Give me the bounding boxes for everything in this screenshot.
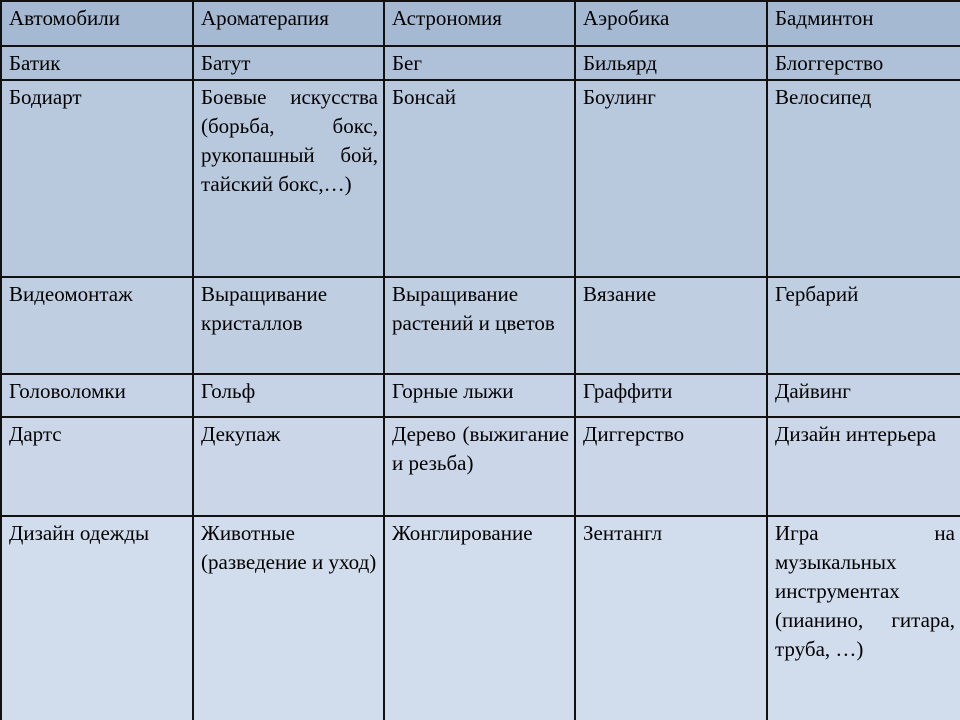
table-row (1, 46, 960, 80)
table-cell: Бонсай (384, 80, 575, 277)
table-cell: Гербарий (767, 277, 960, 374)
table-row (1, 1, 960, 46)
table-cell: Бадминтон (767, 1, 960, 46)
table-cell: Батик (1, 46, 193, 80)
table-cell: Велосипед (767, 80, 960, 277)
table-cell: Дартс (1, 417, 193, 516)
table-cell: Боевые искусства (борьба, бокс, рукопашный бой, тайский бокс,…) (193, 80, 384, 277)
table-cell: Аэробика (575, 1, 767, 46)
table-cell: Бодиарт (1, 80, 193, 277)
table-cell: Зентангл (575, 516, 767, 720)
table-cell: Вязание (575, 277, 767, 374)
table-cell: Астрономия (384, 1, 575, 46)
table-row (1, 374, 960, 417)
table-row (1, 516, 960, 720)
table-row (1, 80, 960, 277)
table-cell: Гольф (193, 374, 384, 417)
table-cell: Горные лыжи (384, 374, 575, 417)
table-cell: Бег (384, 46, 575, 80)
table-cell: Дизайн интерьера (767, 417, 960, 516)
table-row (1, 417, 960, 516)
table-cell: Животные (разведение и уход) (193, 516, 384, 720)
table-cell: Видеомонтаж (1, 277, 193, 374)
table-cell: Боулинг (575, 80, 767, 277)
table-cell: Ароматерапия (193, 1, 384, 46)
table-cell: Головоломки (1, 374, 193, 417)
table-cell: Дайвинг (767, 374, 960, 417)
table-cell: Автомобили (1, 1, 193, 46)
table-cell: Дерево (выжигание и резьба) (384, 417, 575, 516)
table-row (1, 277, 960, 374)
table-cell: Бильярд (575, 46, 767, 80)
table-cell: Батут (193, 46, 384, 80)
table-cell: Выращивание кристаллов (193, 277, 384, 374)
table-cell: Игра на музыкальных инструментах (пианино, гитара, труба, …) (767, 516, 960, 720)
table-cell: Дизайн одежды (1, 516, 193, 720)
table-cell: Блоггерство (767, 46, 960, 80)
table-cell: Жонглирование (384, 516, 575, 720)
table-cell: Диггерство (575, 417, 767, 516)
table-cell: Граффити (575, 374, 767, 417)
table-cell: Выращивание растений и цветов (384, 277, 575, 374)
table-cell: Декупаж (193, 417, 384, 516)
